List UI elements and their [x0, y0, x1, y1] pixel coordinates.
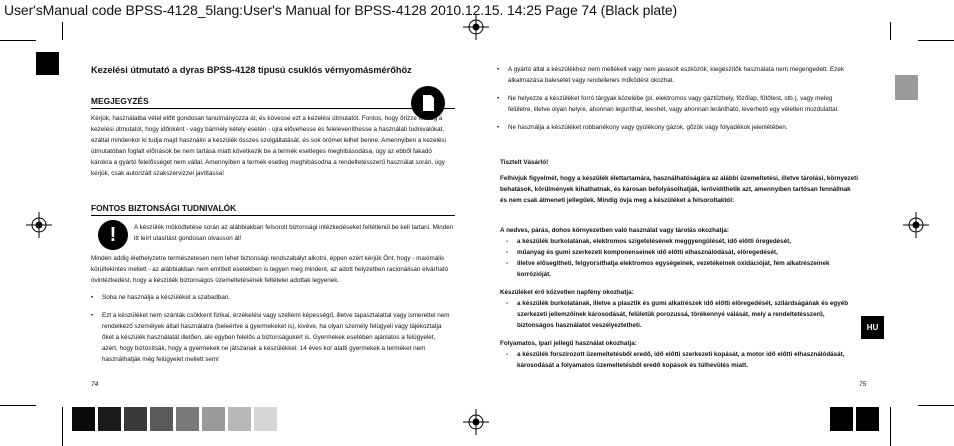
- intro-paragraph: Felhívjuk figyelmét, hogy a készülék élettartamára, használhatóságára az alábbi üzemeltetési, illetve tárolási, környezeti behatások, körülmények kihathatnak, és károsan befolyásolhatják, lerövidíthetik azt, amennyiben tartósan fennállnak és nem csak átmeneti jellegűek. Mindig óvja meg a készüléket a felsoroltaktól:: [500, 175, 859, 204]
- list-item: • A gyártó által a készülékhez nem mellékelt vagy nem javasolt eszközök, kiegészítők használata nem megengedett. Ezek alkalmazása balesetet vagy rendellenes működést okozhat.: [497, 64, 857, 86]
- color-swatch-bar: [72, 407, 280, 431]
- safety-intro: Minden addig élethelyzetre természetesen nem lehet biztonsági rendszabályt alkotni, éppen ezért kérjük Önt, hogy - maximális körültekintés mellett - az alábbiakban nem említett esetekben is tegyen meg mindent, az adott helyzetben racionálisan elvárható óvintézkedést, hogy a készülék biztonságos üzemeltetésének feltételei adottak legyenek.: [91, 255, 449, 284]
- warning-icon: !: [98, 220, 128, 250]
- list-item: - a készülék forszírozott üzemeltetésből eredő, idő előtti szerkezeti kopását, a motor idő előtti elhasználódását, károsodását a folyamatos üzemeltetésből eredő kopások és túlhevülés miatt.: [500, 349, 856, 371]
- group-heading: Folyamatos, ipari jellegű használat okozhatja:: [500, 340, 637, 347]
- section-rule: [91, 108, 455, 109]
- notes-heading: MEGJEGYZÉS: [91, 96, 149, 106]
- crop-mark: [918, 40, 954, 41]
- color-swatch: [202, 407, 225, 431]
- list-item: - illetve elősegítheti, felgyorsíthatja elektromos egységeinek, vezetékeinek oxidációját, fém alkatrészeinek korrózióját.: [500, 258, 856, 280]
- color-swatch: [856, 407, 879, 431]
- page-title: Kezelési útmutató a dyras BPSS-4128 típusú csuklós vérnyomásmérőhöz: [91, 65, 412, 75]
- language-tab: HU: [861, 316, 884, 339]
- safety-bullet-list: [91, 292, 451, 372]
- group-heading: A nedves, párás, dohos környezetben való használat vagy tárolás okozhatja:: [500, 227, 729, 234]
- color-swatch: [124, 407, 147, 431]
- color-swatch: [830, 407, 853, 431]
- group-list: [500, 236, 856, 280]
- print-slug: User'sManual code BPSS-4128_5lang:User's Manual for BPSS-4128 2010.12.15. 14:25 Page 74 (Black plate): [4, 2, 678, 18]
- right-bullet-list: [497, 64, 857, 140]
- list-item: - a készülék burkolatának, elektromos szigetelésének meggyengülését, idő előtti öregedését,: [500, 236, 856, 247]
- list-item: - a készülék burkolatának, illetve a plasztik és gumi alkatrészek idő előtti elöregedését, szilárdságának és egyéb szerkezeti jellemzőinek károsodását, felületük porozussá, törékennyé válását, mely a rendeltetésszerű, biztonságos használatot veszélyeztetheti.: [500, 298, 856, 331]
- crop-mark: [0, 405, 36, 406]
- section-rule: [91, 215, 455, 216]
- registration-mark: [463, 409, 489, 435]
- group-list: [500, 349, 856, 371]
- list-item: • Ne használja a készüléket robbanékony vagy gyúlékony gázok, gőzök vagy folyadékok jelenlétében.: [497, 122, 857, 133]
- list-item: • Ne helyezze a készüléket forró tárgyak közelébe (pl. elektromos vagy gáztűzhely, főzőlap, fűtőtest, stb.), vagy meleg felületre, illetve olyan helyre, ahonnan leguríthat, leeshet, vagy ahonnan lerántható, leverhető egy véletlen mozdulattal.: [497, 93, 857, 115]
- list-item: • Ezt a készüléket nem szánták csökkent fizikai, érzékelési vagy szellemi képességű, illetve tapasztalattal vagy ismerettel nem rendelkező személyek általi használatra (beleértve a gyermekeket is), kivéve, ha olyan személy felügyeli vagy tájékoztatja őket a készülék használatát illetően, aki egyben felelős a biztonságukért is. Gyermekek esetében ajánlatos a felügyelet, azért, hogy biztosítsák, hogy a gyermekek ne játszanak a készülékkel. 14 éves kor alatti gyermekek a terméket nem használhatják még felügyelet mellett sem!: [91, 310, 451, 365]
- crop-mark: [918, 405, 954, 406]
- edge-tab-gray: [895, 75, 918, 100]
- list-item: • Soha ne használja a készüléket a szabadban.: [91, 292, 451, 303]
- registration-mark: [903, 212, 929, 238]
- color-swatch: [98, 407, 121, 431]
- page-number: 74: [91, 381, 99, 388]
- color-swatch: [176, 407, 199, 431]
- group-list: [500, 298, 856, 331]
- crop-mark: [62, 22, 63, 40]
- notes-text: Kérjük, használatba vétel előtt gondosan tanulmányozza át, és kövesse ezt a kezelési útmutatót. Fontos, hogy őrizze is meg a kezelési útmutatót, hogy időnként - vagy bármely kétely esetén - újra elővehesse és feleleveníthesse a használati tudnivalókat, ezáltal mindenkor ki tudja majd használni a készülék összes szolgáltatását, és sok örömet lelhet benne. Amennyiben a kezelési útmutatóban foglalt előírások be nem tartása miatt következik be a termék esetleges meghibásodása, úgy az ebből fakadó károkra a gyártó felelősséget nem vállal. Amennyiben a termék esetleg meghibásodna a rendeltetésszerű használat során, úgy kérjük, csak autorizált szakszervizzel javíttassa!: [91, 115, 446, 177]
- page-number: 75: [859, 381, 867, 388]
- greeting: Tisztelt Vásárló!: [500, 159, 549, 166]
- safety-warning: A készülék működtetése során az alábbiakban felsorolt biztonsági intézkedéseket feltétlenül be kell tartani. Minden itt leírt utasítást gondosan olvasson át!: [134, 224, 454, 242]
- color-swatch: [150, 407, 173, 431]
- registration-mark: [26, 212, 52, 238]
- crop-mark: [0, 40, 36, 41]
- registration-mark: [463, 14, 489, 40]
- color-swatch-bar-right: [830, 407, 882, 431]
- list-item: - műanyag és gumi szerkezeti komponenseinek idő előtti elhasználódását, elöregedését,: [500, 247, 856, 258]
- safety-heading: FONTOS BIZTONSÁGI TUDNIVALÓK: [91, 203, 237, 213]
- edge-tab-black: [36, 52, 59, 75]
- color-swatch: [72, 407, 95, 431]
- crop-mark: [890, 407, 891, 446]
- color-swatch: [254, 407, 277, 431]
- color-swatch: [228, 407, 251, 431]
- group-heading: Készüléket érő közvetlen napfény okozhatja:: [500, 289, 634, 296]
- crop-mark: [890, 22, 891, 40]
- crop-mark: [62, 407, 63, 446]
